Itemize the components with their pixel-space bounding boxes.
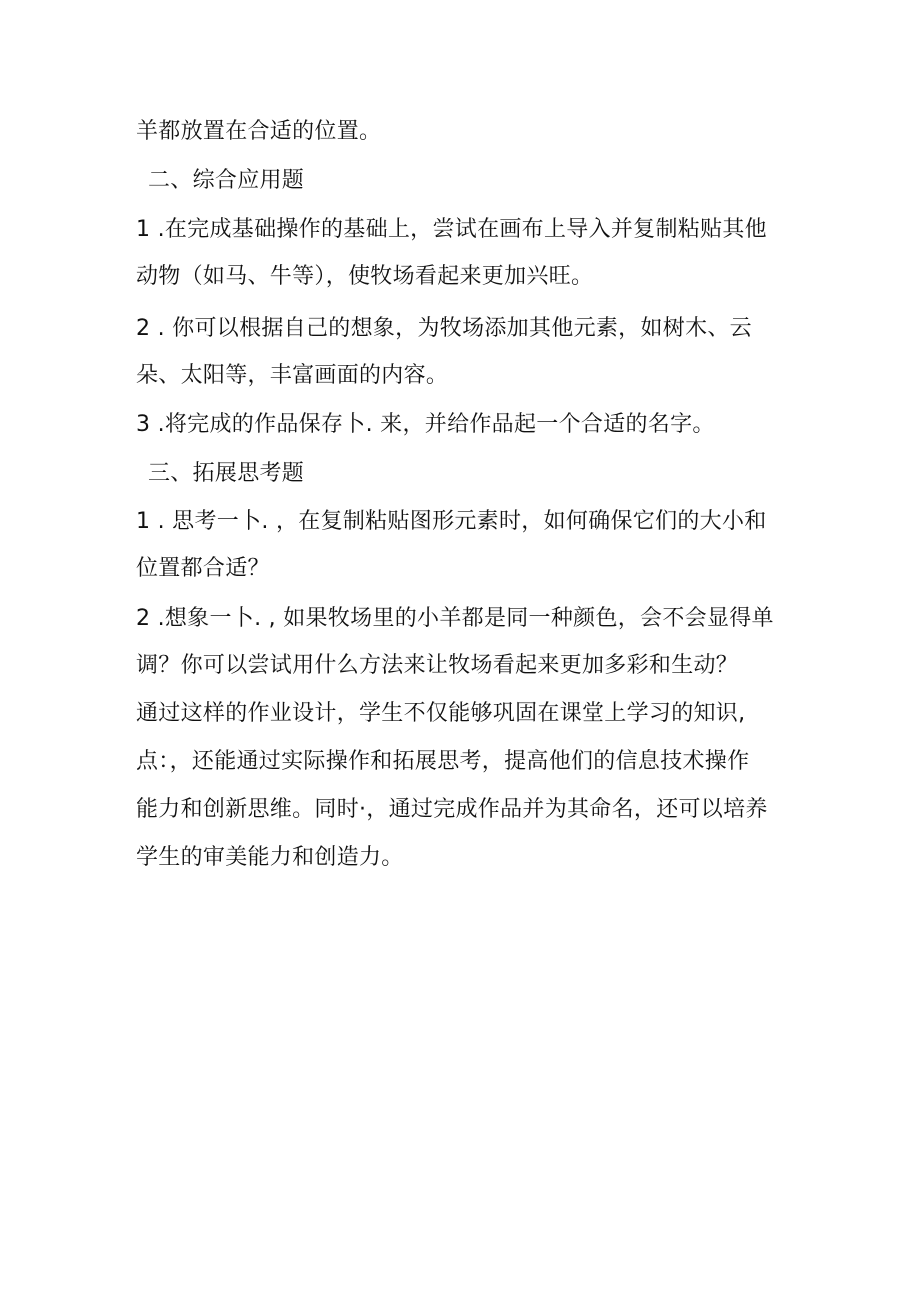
question-2-line-2: 调？你可以尝试用什么方法来让牧场看起来更加多彩和生动？	[136, 653, 739, 678]
item-3-line-1: 3 .将完成的作品保存卜. 来，并给作品起一个合适的名字。	[136, 412, 715, 437]
summary-line-3: 能力和创新思维。同时·，通过完成作品并为其命名，还可以培养	[136, 797, 768, 822]
section-heading-extended-thinking: 三、拓展思考题	[148, 461, 305, 486]
item-2-line-2: 朵、太阳等，丰富画面的内容。	[136, 363, 449, 388]
paragraph-continuation-line: 羊都放置在合适的位置。	[136, 119, 382, 144]
summary-line-1: 通过这样的作业设计，学生不仅能够巩固在课堂上学习的知识,	[136, 701, 746, 726]
item-1-line-1: 1 .在完成基础操作的基础上，尝试在画布上导入并复制粘贴其他	[136, 217, 767, 242]
question-1-line-2: 位置都合适？	[136, 556, 270, 581]
item-1-line-2: 动物（如马、牛等），使牧场看起来更加兴旺。	[136, 264, 594, 289]
section-heading-comprehensive-application: 二、综合应用题	[148, 168, 305, 193]
question-1-line-1: 1 . 思考一卜. ，在复制粘贴图形元素时，如何确保它们的大小和	[136, 509, 767, 534]
summary-line-2: 点：，还能通过实际操作和拓展思考，提高他们的信息技术操作	[136, 749, 750, 774]
summary-line-4: 学生的审美能力和创造力。	[136, 845, 404, 870]
question-2-line-1: 2 .想象一卜. , 如果牧场里的小羊都是同一种颜色，会不会显得单	[136, 606, 774, 631]
item-2-line-1: 2 . 你可以根据自己的想象，为牧场添加其他元素，如树木、云	[136, 316, 752, 341]
